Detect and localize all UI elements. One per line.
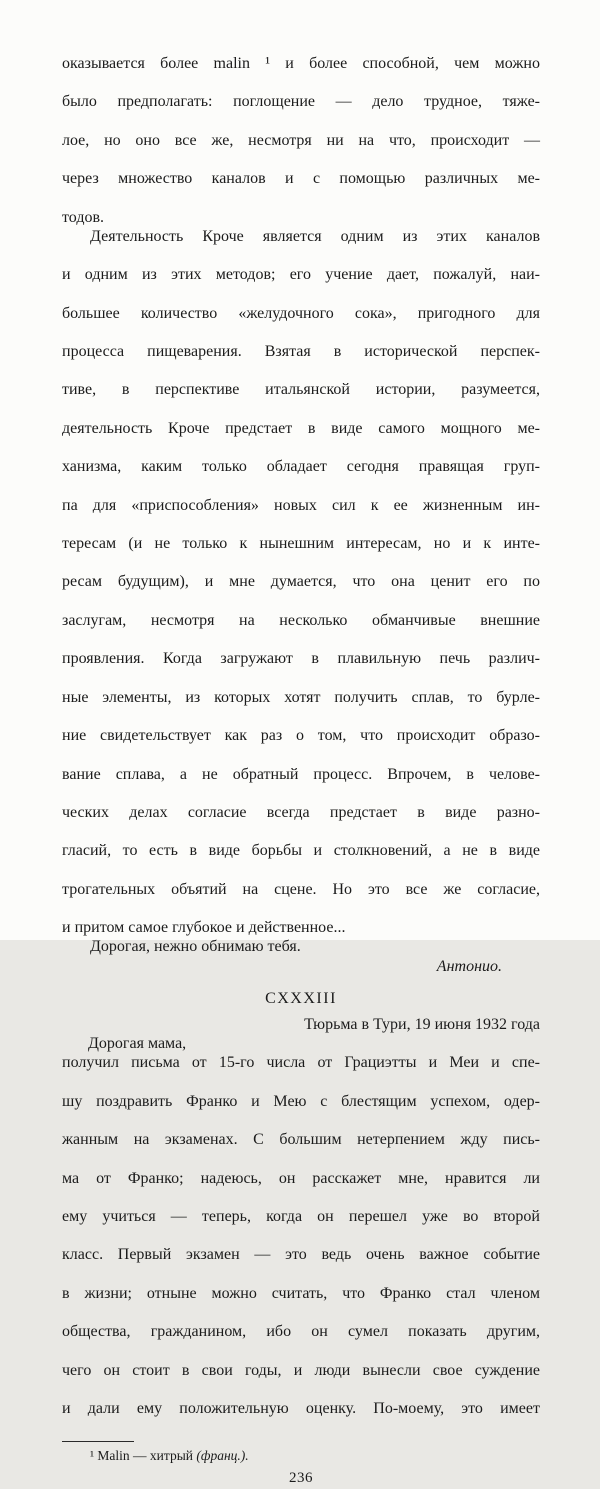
page-number: 236 [289,1470,313,1487]
footnote-language-note: (франц.). [196,1448,249,1464]
text-line: проявления. Когда загружают в плавильную печь различ- [62,650,540,668]
text-line: заслугам, несмотря на несколько обманчивые внешние [62,611,540,629]
text-line: через множество каналов и с помощью различных ме- [62,170,540,188]
text-line: лое, но оно все же, несмотря ни на что, происходит — [62,131,540,149]
footnote-text [62,1447,540,1464]
text-line: ресам будущим), и мне думается, что она ценит его по [62,573,540,591]
text-line: тодов. [62,208,105,226]
text-line: трогательных объятий на сцене. Но это все же согласие, [62,880,540,898]
text-line: получил письма от 15-го числа от Грациэтты и Меи и спе- [62,1054,540,1072]
text-line: ние свидетельствует как раз о том, что происходит образо- [62,727,540,745]
text-line: ные элементы, из которых хотят получить сплав, то бурле- [62,688,540,706]
text-line: и дали ему положительную оценку. По-моему, это имеет [62,1400,540,1418]
text-line: оказывается более malin ¹ и более способной, чем можно [62,55,540,72]
text-line: деятельность Кроче предстает в виде самого мощного ме- [62,419,540,437]
text-line: жанным на экзаменах. С большим нетерпением жду пись- [62,1131,540,1149]
text-line: было предполагать: поглощение — дело трудное, тяже- [62,93,540,111]
dateline: Тюрьма в Тури, 19 июня 1932 года [304,1015,540,1033]
text-line: ему учиться — теперь, когда он перешел уже во второй [62,1207,540,1225]
text-line: па для «приспособления» новых сил к ее жизненным ин- [62,496,540,514]
text-line: тиве, в перспективе итальянской истории, разумеется, [62,381,540,399]
text-line: вание сплава, а не обратный процесс. Впрочем, в челове- [62,765,540,783]
text-line: большее количество «желудочного сока», пригодного для [62,304,540,322]
text-line: общества, гражданином, ибо он сумел показать другим, [62,1323,540,1341]
text-line: и притом самое глубокое и действенное... [62,919,346,937]
letter-cxxxii-paragraph-1 [62,54,540,227]
text-line: класс. Первый экзамен — это ведь очень важное событие [62,1246,540,1264]
signature: Антонио. [436,957,502,975]
footnote-rule [62,1441,134,1442]
text-line: ма от Франко; надеюсь, он расскажет мне, нравится ли [62,1169,540,1187]
letter-closing: Дорогая, нежно обнимаю тебя. [90,938,301,956]
letter-cxxxiii-paragraph-1 [62,1053,540,1437]
text-line: и одним из этих методов; его учение дает, пожалуй, наи- [62,266,540,284]
text-line: процесса пищеварения. Взятая в исторической перспек- [62,343,540,361]
text-line: шу поздравить Франко и Мею с блестящим успехом, одер- [62,1092,540,1110]
text-line: в жизни; отныне можно считать, что Франко стал членом [62,1284,540,1302]
footnote [62,1441,540,1464]
text-line: тересам (и не только к нынешним интересам, но и к инте- [62,535,540,553]
salutation: Дорогая мама, [88,1035,187,1053]
text-line: Деятельность Кроче является одним из этих каналов [90,227,540,245]
text-line: ческих делах согласие всегда предстает в виде разно- [62,803,540,821]
page-content [62,54,540,1489]
text-line: ханизма, каким только обладает сегодня правящая груп- [62,458,540,476]
footnote-definition: ¹ Malin — хитрый [90,1448,197,1464]
section-heading: CXXXIII [265,989,337,1007]
letter-cxxxii-paragraph-2 [62,227,540,938]
text-line: гласий, то есть в виде борьбы и столкновений, а не в виде [62,842,540,860]
text-line: чего он стоит в свои годы, и люди вынесли свое суждение [62,1361,540,1379]
